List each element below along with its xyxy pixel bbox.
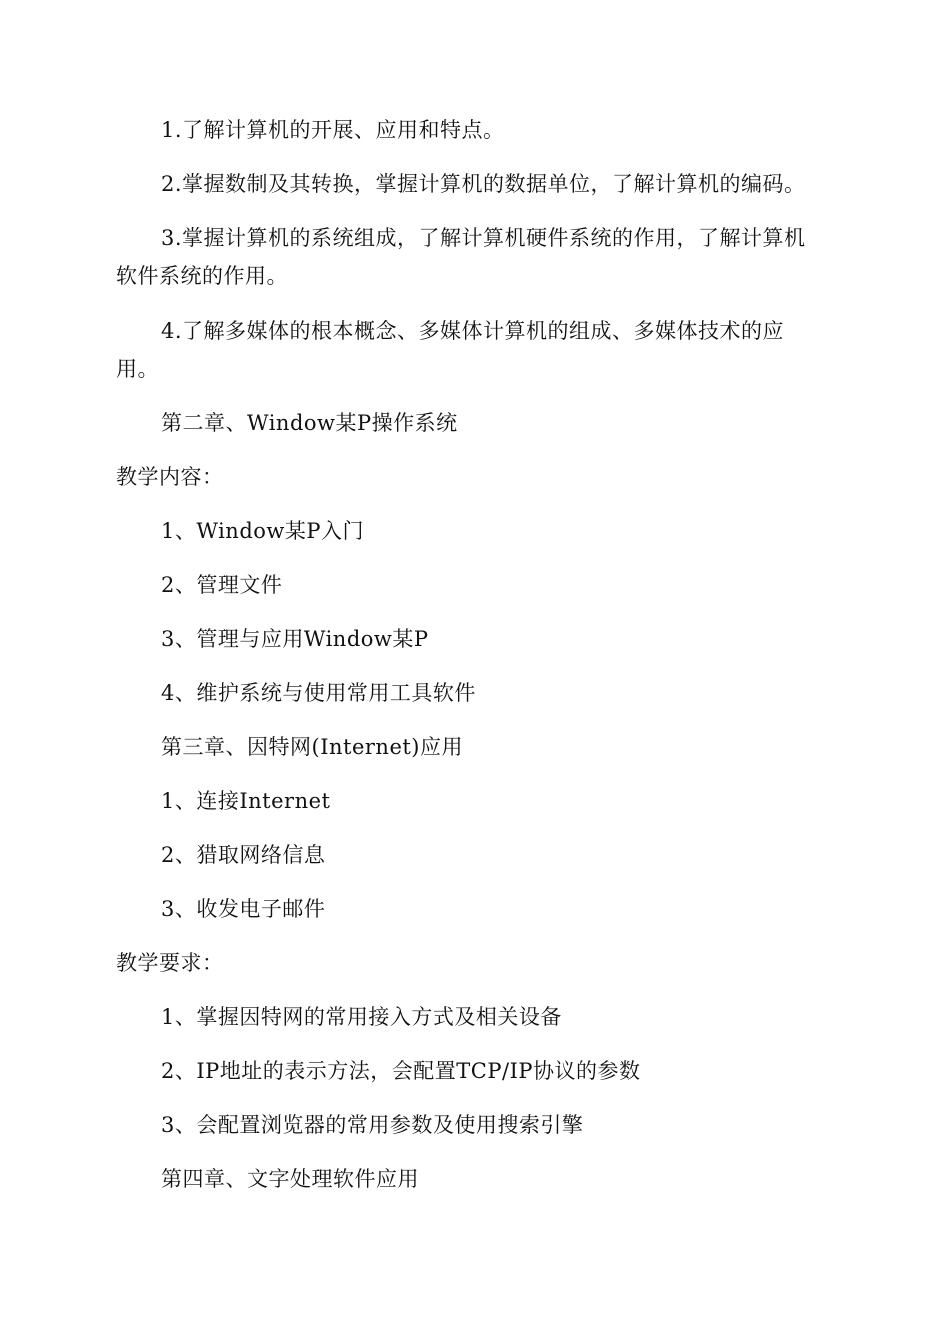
chapter-4-heading: 第四章、文字处理软件应用 (161, 1167, 419, 1191)
requirement-3: 3、会配置浏览器的常用参数及使用搜索引擎 (161, 1113, 584, 1137)
teaching-content-heading: 教学内容： (116, 465, 224, 489)
objective-3: 3.掌握计算机的系统组成，了解计算机硬件系统的作用，了解计算机 (161, 226, 806, 250)
chapter-2-item-4: 4、维护系统与使用常用工具软件 (161, 681, 476, 705)
requirement-2: 2、IP地址的表示方法，会配置TCP/IP协议的参数 (161, 1059, 641, 1083)
objective-4: 4.了解多媒体的根本概念、多媒体计算机的组成、多媒体技术的应 (161, 319, 785, 343)
chapter-2-item-3: 3、管理与应用Window某P (161, 627, 429, 651)
teaching-requirements-heading: 教学要求： (116, 951, 224, 975)
chapter-2-item-2: 2、管理文件 (161, 573, 283, 597)
objective-1: 1.了解计算机的开展、应用和特点。 (161, 118, 505, 142)
objective-3-continuation: 软件系统的作用。 (116, 264, 288, 288)
chapter-3-item-3: 3、收发电子邮件 (161, 897, 326, 921)
chapter-2-item-1: 1、Window某P入门 (161, 519, 365, 543)
requirement-1: 1、掌握因特网的常用接入方式及相关设备 (161, 1005, 562, 1029)
chapter-3-item-2: 2、猎取网络信息 (161, 843, 326, 867)
objective-2: 2.掌握数制及其转换，掌握计算机的数据单位，了解计算机的编码。 (161, 172, 806, 196)
objective-4-continuation: 用。 (116, 357, 159, 381)
chapter-3-item-1: 1、连接Internet (161, 789, 331, 813)
chapter-2-heading: 第二章、Window某P操作系统 (161, 411, 458, 435)
chapter-3-heading: 第三章、因特网(Internet)应用 (161, 735, 464, 759)
